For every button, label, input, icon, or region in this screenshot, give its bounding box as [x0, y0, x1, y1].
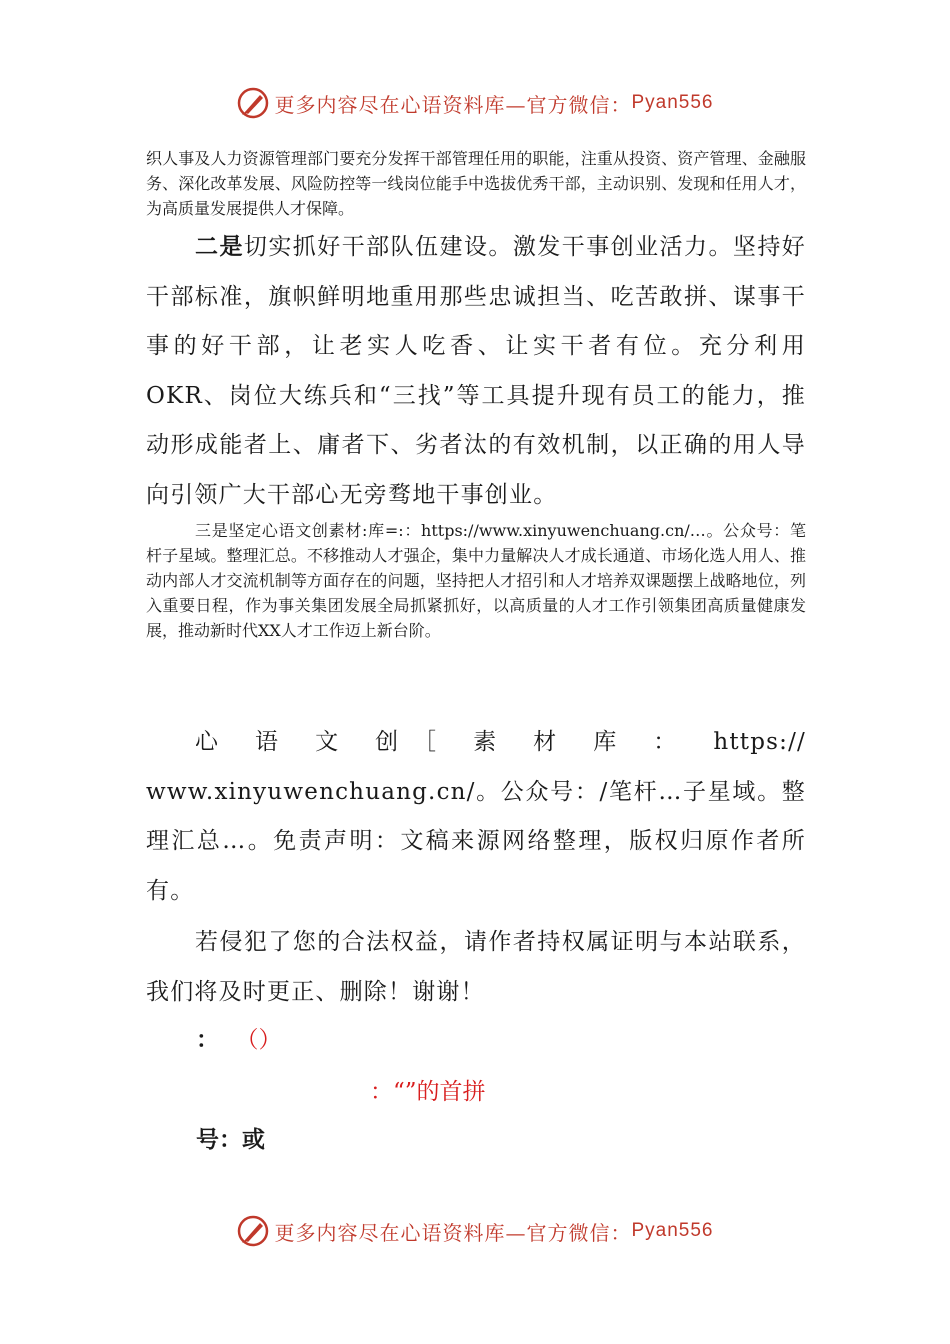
paragraph-continuation: 织人事及人力资源管理部门要充分发挥干部管理任用的职能，注重从投资、资产管理、金融服务、深化改革发展、风险防控等一线岗位能手中选拔优秀干部，主动识别、发现和任用人才，为高质量发展提供人才保障。 [146, 149, 806, 218]
paragraph-point-two [146, 222, 806, 520]
point-two-lead: 二是 [195, 233, 244, 260]
pen-circle-logo-icon [236, 1214, 270, 1248]
disclaimer-body: www.xinyuwenchuang.cn/。公众号：/笔杆…子星域。整理汇总…。免责声明：文稿来源网络整理，版权归原作者所有。 [146, 778, 806, 904]
footer-banner-text: 更多内容尽在心语资料库—官方微信： [274, 1220, 632, 1245]
tail-colon: ： [196, 1026, 219, 1053]
footer-wechat-id: Pyan556 [631, 1220, 714, 1241]
header-wechat-id: Pyan556 [631, 92, 714, 113]
pen-circle-logo-icon [236, 86, 270, 120]
tail-paren: （） [247, 1027, 282, 1053]
tail-line-two: ：“”的首拼 [370, 1079, 486, 1105]
header-banner [0, 86, 950, 120]
tail-line-one [196, 1025, 282, 1055]
paragraph-point-three: 三是坚定心语文创素材:库=:：https://www.xinyuwenchuang.cn/…。公众号：笔杆子星域。整理汇总。不移推动人才强企，集中力量解决人才成长通道、市场化选人用人、推动内部人才交流机制等方面存在的问题，坚持把人才招引和人才培养双课题摆上战略地位，列入重要日程，作为事关集团发展全局抓紧抓好，以高质量的人才工作引领集团高质量健康发展，推动新时代XX人才工作迈上新台阶。 [146, 521, 806, 640]
footer-banner [0, 1214, 950, 1248]
point-two-body: 切实抓好干部队伍建设。激发干事创业活力。坚持好干部标准，旗帜鲜明地重用那些忠诚担当、吃苦敢拼、谋事干事的好干部，让老实人吃香、让实干者有位。充分利用OKR、岗位大练兵和“三找”等工具提升现有员工的能力，推动形成能者上、庸者下、劣者汰的有效机制，以正确的用人导向引领广大干部心无旁骛地干事创业。 [146, 234, 806, 508]
disclaimer-first-line: 心 语 文 创［ 素 材 库 ： https:// [195, 729, 806, 755]
header-banner-text: 更多内容尽在心语资料库—官方微信： [274, 92, 632, 117]
paragraph-copyright-notice: 若侵犯了您的合法权益，请作者持权属证明与本站联系，我们将及时更正、删除！谢谢！ [146, 929, 806, 1005]
tail-line-three: 号：或 [196, 1126, 265, 1153]
paragraph-disclaimer [146, 718, 806, 916]
